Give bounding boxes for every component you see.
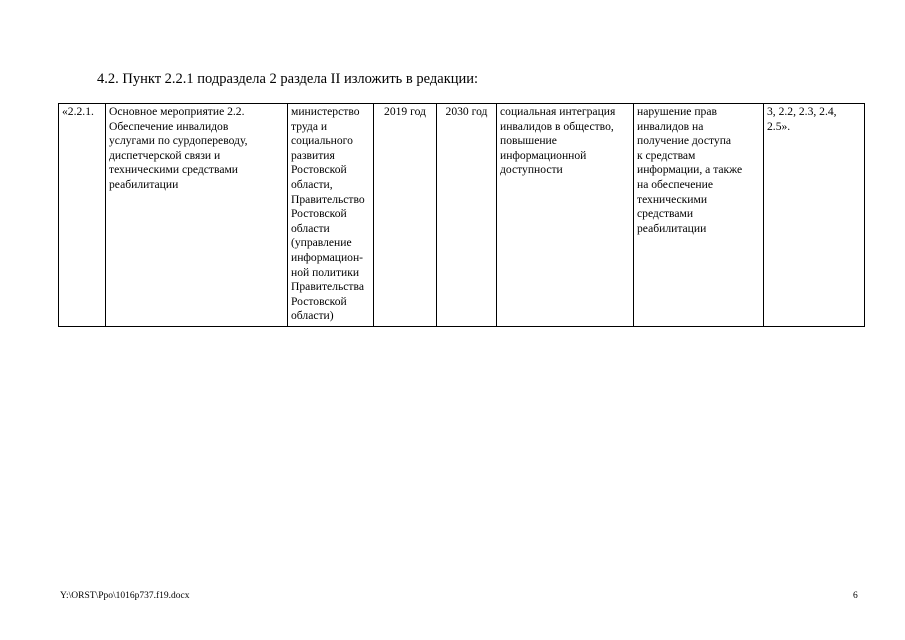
measure-text — [109, 105, 284, 193]
consequence-text — [637, 105, 760, 236]
item-number-cell — [59, 104, 106, 327]
cell-line: Ростовской — [291, 163, 347, 177]
cell-line: нарушение прав — [637, 105, 717, 118]
cell-line: на обеспечение — [637, 177, 713, 191]
cell-line: ной политики — [291, 265, 360, 279]
cell-line: социальная интеграция — [500, 105, 616, 118]
cell-line: социального — [291, 134, 353, 148]
indicators-text — [767, 105, 861, 134]
cell-line: информацион- — [291, 250, 364, 264]
cell-line: информации, а также — [637, 163, 743, 177]
cell-line: Правительство — [291, 192, 365, 206]
cell-line: Ростовской — [291, 207, 347, 221]
cell-line: реабилитации — [637, 221, 707, 235]
executor-cell — [288, 104, 374, 327]
cell-line: труда и — [291, 119, 328, 133]
cell-line: повышение — [500, 134, 557, 148]
cell-line: области, — [291, 177, 333, 191]
page-number: 6 — [853, 591, 858, 601]
cell-line: 2.5». — [767, 119, 791, 133]
executor-text — [291, 105, 370, 324]
cell-line: инвалидов на — [637, 119, 704, 133]
indicators-cell — [764, 104, 865, 327]
section-heading: 4.2. Пункт 2.2.1 подраздела 2 раздела II изложить в редакции: — [97, 71, 479, 87]
measures-table — [58, 103, 865, 327]
cell-line: техническими — [637, 192, 708, 206]
cell-line: министерство — [291, 105, 360, 118]
cell-line: области) — [291, 309, 334, 323]
file-path: Y:\ORST\Ppo\1016p737.f19.docx — [60, 591, 190, 601]
cell-line: Основное мероприятие 2.2. — [109, 105, 245, 118]
cell-line: техническими средствами — [109, 163, 239, 177]
start-year-cell — [374, 104, 437, 327]
cell-line: развития — [291, 148, 335, 162]
consequence-cell — [634, 104, 764, 327]
expected-result-text — [500, 105, 630, 178]
cell-line: реабилитации — [109, 177, 179, 191]
item-number: «2.2.1. — [62, 105, 94, 118]
end-year-cell — [437, 104, 497, 327]
cell-line: Обеспечение инвалидов — [109, 119, 229, 133]
cell-line: диспетчерской связи и — [109, 148, 221, 162]
measure-cell — [106, 104, 288, 327]
cell-line: информационной — [500, 148, 587, 162]
cell-line: инвалидов в общество, — [500, 119, 614, 133]
cell-line: (управление — [291, 236, 352, 250]
cell-line: к средствам — [637, 148, 696, 162]
cell-line: услугами по сурдопереводу, — [109, 134, 248, 148]
cell-line: 3, 2.2, 2.3, 2.4, — [767, 105, 837, 118]
cell-line: доступности — [500, 163, 563, 177]
table-row — [59, 104, 865, 327]
cell-line: Ростовской — [291, 294, 347, 308]
start-year: 2019 год — [384, 105, 426, 118]
cell-line: средствами — [637, 207, 694, 221]
cell-line: Правительства — [291, 280, 364, 294]
expected-result-cell — [497, 104, 634, 327]
cell-line: получение доступа — [637, 134, 732, 148]
cell-line: области — [291, 221, 330, 235]
end-year: 2030 год — [445, 105, 488, 118]
